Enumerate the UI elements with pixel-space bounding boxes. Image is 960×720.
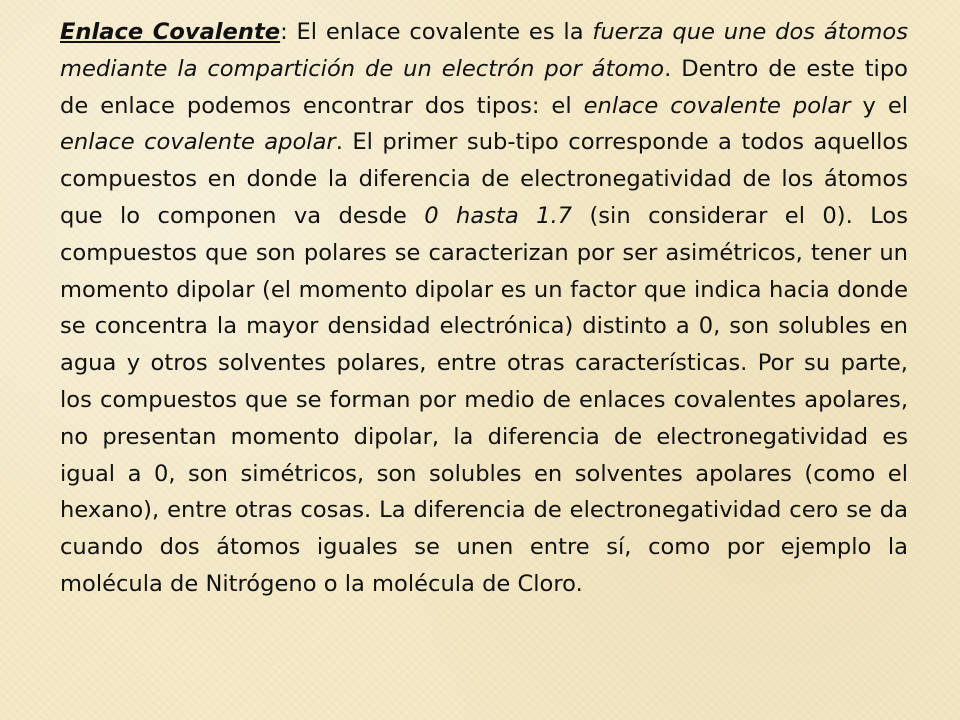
text-segment: : El enlace covalente es la: [280, 19, 593, 45]
emphasis-definition: fuerza que une dos átomos mediante la compartición de un electrón por átomo: [60, 19, 908, 82]
text-segment: y el: [850, 92, 908, 119]
text-segment: . El primer sub-tipo corresponde a todos aquellos compuestos en donde la diferencia de electronegatividad de los átomos que lo componen va desde: [60, 129, 908, 229]
text-segment: . Dentro de este tipo de enlace podemos encontrar dos tipos: el: [60, 55, 908, 119]
text-segment: (sin considerar el 0). Los compuestos que son polares se caracterizan por ser asimétricos, tener un momento dipolar (el momento dipolar es un factor que indica hacia donde se concentra la mayor densidad electrónica) distinto a 0, son solubles en agua y otros solventes polares, entre otras características. Por su parte, los compuestos que se forman por medio de enlaces covalentes apolares, no presentan momento dipolar, la diferencia de electronegatividad es igual a 0, son simétricos, son solubles en solventes apolares (como el hexano), entre otras cosas. La diferencia de electronegatividad cero se da cuando dos átomos iguales se unen entre sí, como por ejemplo la molécula de Nitrógeno o la molécula de Cloro.: [60, 202, 908, 597]
body-paragraph: [60, 14, 908, 603]
emphasis-polar-bond: enlace covalente polar: [583, 92, 851, 119]
emphasis-apolar-bond: enlace covalente apolar: [60, 129, 336, 156]
slide-title: Enlace Covalente: [60, 19, 281, 45]
emphasis-range: 0 hasta 1.7: [424, 202, 573, 229]
